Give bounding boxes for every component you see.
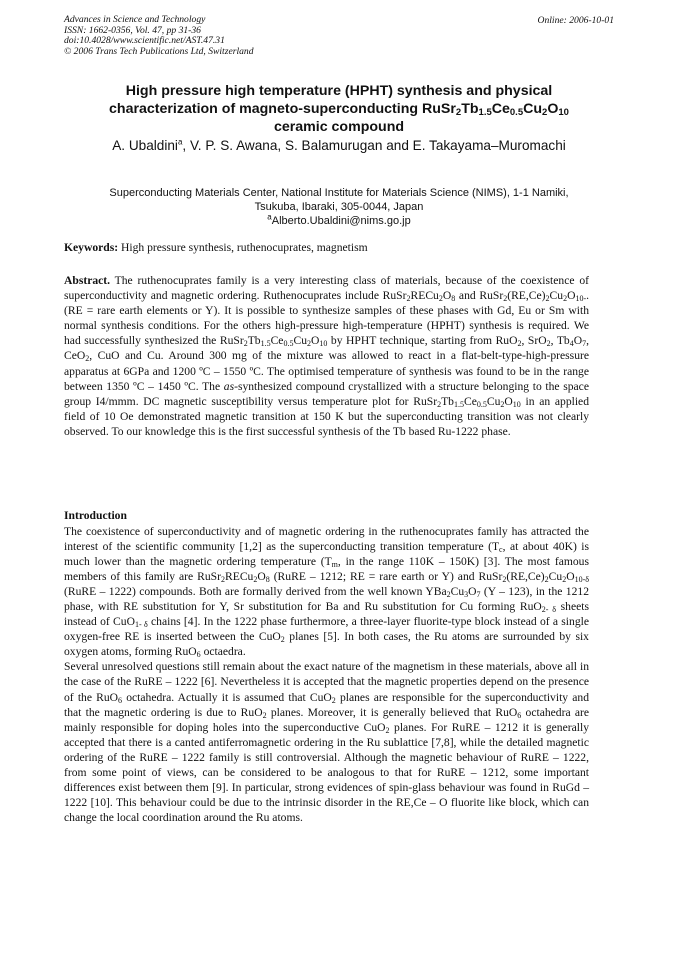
abstract-text: , SrO [521,334,547,348]
abstract-sub: 1.5 [260,339,271,349]
abstract-sub: 0.5 [283,339,294,349]
paragraph-text: O [566,570,575,584]
abstract-sub: 2 [546,339,551,349]
subscript: 1- δ [134,620,148,630]
abstract-text: Ce [463,394,477,408]
subscript: 3 [464,590,469,600]
formula-el: Cu [523,101,543,117]
subscript: 2 [544,575,549,585]
subscript: 2 [446,590,451,600]
paragraph [64,524,589,659]
paragraph-text: octahedra. Actually it is assumed that CuO [122,690,332,704]
title-line-3: ceramic compound [273,119,405,135]
journal-name: Advances in Science and Technology [64,14,206,25]
abstract-sub: 2 [437,399,442,409]
abstract-text: , Tb [550,334,570,348]
journal-header [64,15,254,57]
abstract-sub: 2 [503,294,508,304]
formula-sub: 0.5 [509,107,524,118]
subscript: 2 [253,575,258,585]
abstract-sub: 2 [307,339,311,349]
keywords [64,241,614,255]
paragraph-text: The coexistence of superconductivity and of magnetic ordering in the ruthenocuprates family has attracted the interest of the scientific community [1,2] as the superconducting transition temperature (T [64,525,589,554]
subscript: 2 [562,575,567,585]
issn-line: ISSN: 1662-0356, Vol. 47, pp 31-36 [64,24,201,36]
subscript: 6 [517,710,522,720]
abstract-sub: 0.5 [476,399,487,409]
abstract-sub: 2 [85,354,90,364]
subscript: 2 [385,725,390,735]
paragraph-text: planes. Moreover, it is generally believed that RuO [266,705,518,719]
paragraph-text: octahedra are mainly responsible for doping holes into the superconductive CuO [64,705,590,734]
author-email[interactable]: Alberto.Ubaldini@nims.go.jp [271,215,411,227]
subscript: 6 [196,650,201,660]
subscript: 2 [262,710,267,720]
abstract-sub: 7 [582,339,587,349]
subscript: 10-δ [574,575,590,585]
abstract-text: O [504,394,513,408]
abstract-sub: 2 [563,294,568,304]
paragraph-text: O [468,585,477,599]
formula-sub: 1.5 [478,107,492,118]
paragraph-text: chains [4]. In the 1222 phase furthermore, a three-layer fluorite-type block instead of a single oxygen-free RE is inserted between the CuO [64,615,589,644]
formula-sub: 2 [455,107,462,118]
paragraph-text: planes are responsible for the superconductivity and that the magnetic ordering is due to RuO [64,690,589,719]
abstract-text: -synthesized compound crystallized with a structure belonging to the space group I4/mmm. DC magnetic susceptibility versus temperature plot for RuSr [64,379,589,408]
abstract-text: and RuSr [455,289,504,303]
affiliation [50,186,628,228]
paper-title [40,82,638,136]
affiliation-mark: a [177,137,183,147]
paragraph-text: , in the range 110K – 150K) [3]. The most famous members of this family are RuSr [64,555,589,584]
subscript: 8 [265,575,270,585]
subscript: 2 [280,635,285,645]
abstract-text: . (RE = rare earth elements or Y). It is possible to synthesize samples of these phases with Gd, Eu or Sm with normal synthesis conditions. For the others high-pressure high-temperature (HPHT) synthesis is required. We had successfully synthesized the RuSr [64,289,590,348]
abstract-sub: 2 [406,294,411,304]
paragraph-text: Several unresolved questions still remain about the exact nature of the magnetism in these materials, above all in the case of the RuRE – 1222 [6]. Nevertheless it is accepted that the magnetic properties depend on the presence of the RuO [64,660,589,704]
paragraph-text: O [257,570,266,584]
abstract-text: by HPHT technique, starting from RuO [327,334,518,348]
formula-el: Tb [461,101,479,117]
abstract-text: O [567,289,576,303]
copyright-line: © 2006 Trans Tech Publications Ltd, Switzerland [64,45,254,57]
subscript: 7 [476,590,481,600]
abstract-sub: 8 [451,294,456,304]
affiliation-line-1: Superconducting Materials Center, National Institute for Materials Science (NIMS), 1-1 Namiki, [109,187,569,199]
abstract-label: Abstract. [64,274,111,287]
abstract-text: in an applied field of 10 Oe demonstrated magnetic transition at 150 K but the superconducting transition was not clearly observed. To our knowledge this is the first successful synthesis of the Tb based Ru-1222 phase. [64,394,589,438]
affiliation-line-2: Tsukuba, Ibaraki, 305-0044, Japan [254,201,424,213]
paragraph-text: (RE,Ce) [506,570,545,584]
abstract-sub: 2 [500,399,505,409]
other-authors: , V. P. S. Awana, S. Balamurugan and E. Takayama–Muromachi [182,138,566,153]
abstract-sub: 2 [438,294,443,304]
abstract-sub: 10- [575,294,587,304]
email-mark: a [267,212,272,222]
paragraph-text: RECu [225,570,254,584]
paragraph-text: Cu [450,585,465,599]
paragraph-text: (RuRE – 1212; RE = rare earth or Y) and RuSr [269,570,503,584]
abstract-sub: 4 [569,339,574,349]
subscript: m [331,560,338,570]
subscript: 2- δ [541,605,556,615]
abstract-italic: as [223,379,235,393]
paragraph-text: (Y – 123), in the 1212 phase, with RE substitution for Y, Sr substitution for Ba and Ru substitution for Cu forming RuO [64,585,589,614]
section-heading-introduction: Introduction [64,509,127,522]
keywords-label: Keywords: [64,241,119,254]
abstract-sub: 10 [319,339,328,349]
abstract-sub: 1.5 [453,399,464,409]
abstract-sub: 2 [243,339,248,349]
author-list [70,137,608,154]
subscript: 2 [331,695,336,705]
abstract-text: RECu [410,289,439,303]
formula-el: O [547,101,559,117]
abstract-text: Ce [270,334,284,348]
abstract-sub: 2 [517,339,522,349]
paragraph-text: Cu [548,570,563,584]
formula-sub: 2 [542,107,548,118]
formula-el: Ce [491,101,510,117]
abstract-sub: 2 [545,294,550,304]
paragraph-text: , at about 40K) is much lower than the magnetic ordering temperature (T [64,540,589,569]
keywords-text: High pressure synthesis, ruthenocuprates, magnetism [118,241,368,254]
first-author: A. Ubaldini [112,138,178,153]
paragraph-text: (RuRE – 1222) compounds. Both are formally derived from the well known YBa [64,585,447,599]
abstract-text: Cu [486,394,501,408]
abstract-text: Cu [293,334,307,348]
subscript: c [499,545,503,555]
abstract-text: O [442,289,452,303]
abstract-text: , CeO [64,334,590,363]
abstract-text: (RE,Ce) [507,289,546,303]
abstract-text: Cu [549,289,564,303]
abstract-text: Tb [247,334,261,348]
introduction-body [64,524,589,825]
paragraph [64,659,589,825]
subscript: 6 [118,695,123,705]
title-line-1: High pressure high temperature (HPHT) synthesis and physical [125,83,553,99]
abstract-text: Tb [441,394,454,408]
paragraph-text: sheets instead of CuO [64,600,589,629]
subscript: 2 [221,575,225,585]
email-line [50,214,628,228]
abstract-text: The ruthenocuprates family is a very interesting class of materials, because of the coexistence of superconductivity and magnetic ordering. Ruthenocuprates include RuSr [64,274,589,303]
paragraph-text: planes. For RuRE – 1212 it is generally accepted that there is a canted antiferromagnetic ordering in the Ru sublattice [7,8], while the detailed magnetic ordering of the RuRE – 1222 family is still controversial. Although the magnetic behaviour of RuRE – 1222, from some point of views, can be considered to be analogous to that for RuRE – 1212, some important differences exist between them [9]. In particular, strong evidences of spin-glass behaviour was found in RuGd – 1222 [10]. This behaviour could be due to the intrinsic disorder in the RE,Ce – O fluorite like block, which can change the local coordination around the Ru atoms. [64,720,590,824]
title-line-2 [40,100,638,118]
formula-sub: 10 [558,107,569,118]
paragraph-text: octaedra. [200,645,246,659]
title-line-2-text: characterization of magneto-superconducting RuSr [109,101,456,117]
subscript: 2 [502,575,507,585]
paragraph-text: planes [5]. In both cases, the Ru atoms are surrounded by six oxygen atoms, forming RuO [64,630,589,659]
abstract-text: O [573,334,583,348]
online-date: Online: 2006-10-01 [537,15,614,26]
abstract-text: O [311,334,320,348]
abstract-sub: 10 [512,399,521,409]
abstract [64,273,589,439]
doi-line: doi:10.4028/www.scientific.net/AST.47.31 [64,35,225,47]
abstract-text: , CuO and Cu. Around 300 mg of the mixture was allowed to react in a flat-belt-type-high-pressure apparatus at 6GPa and 1200 ºC – 1550 ºC. The optimised temperature of synthesis was found to be in the range between 1350 ºC – 1450 ºC. The [64,349,589,393]
